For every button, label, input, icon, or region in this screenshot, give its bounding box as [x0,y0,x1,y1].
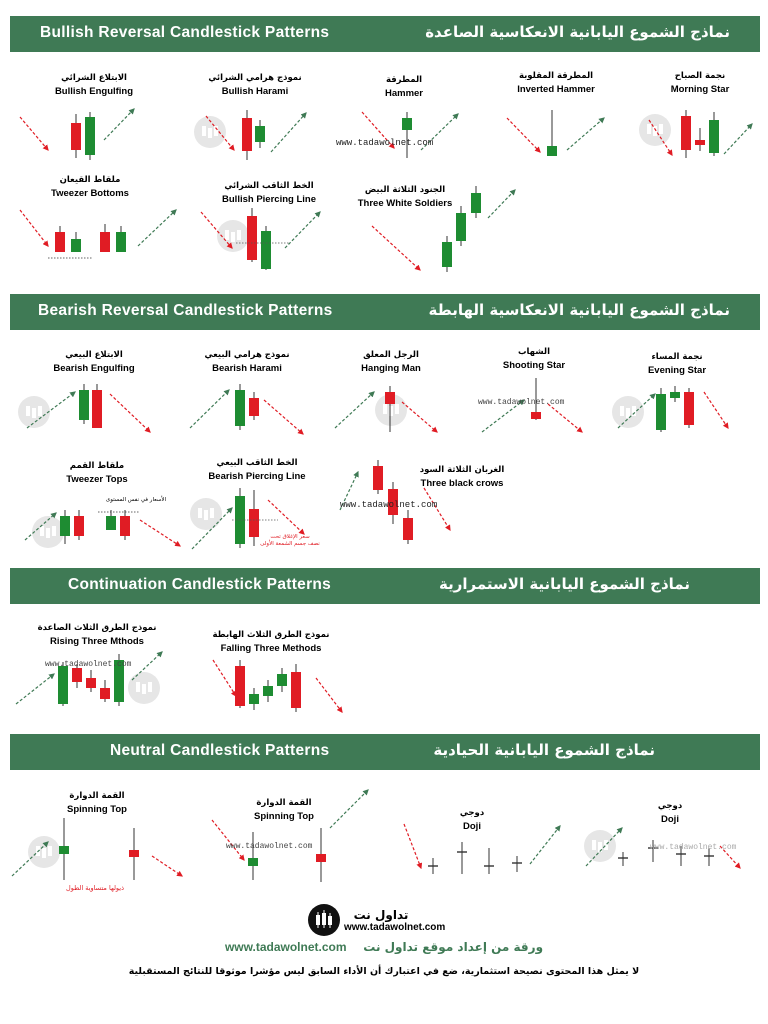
section-title-en: Bearish Reversal Candlestick Patterns [38,302,333,319]
bearish-candle [291,672,301,708]
pattern-name-en: Tweezer Bottoms [51,188,129,199]
watermark-candle [395,404,399,414]
bearish-candle [100,688,110,699]
bullish-candle [106,516,116,530]
pattern-name-en: Doji [463,821,481,832]
brand-url: www.tadawolnet.com [344,922,446,933]
downtrend-arrow [372,226,420,270]
watermark-candle [659,124,663,134]
watermark-candle [32,408,36,418]
pattern-name-en: Bearish Piercing Line [208,471,306,482]
spinning-top-candle [129,850,139,857]
bullish-candle [471,193,481,213]
uptrend-arrow [488,190,515,218]
watermark-candle [204,510,208,520]
downtrend-arrow [152,856,182,876]
spinning-top-candle [59,846,69,854]
pattern-name-ar: المطرقة [385,75,423,85]
pattern-name-ar: القمة الدوارة [256,798,312,808]
pattern-name-en: Morning Star [670,84,730,95]
downtrend-arrow [704,392,728,428]
shooting-star-candle [531,412,541,419]
watermark-candle [237,230,241,240]
pattern-name-en: Evening Star [647,365,707,376]
uptrend-arrow [271,113,306,152]
watermark-candle [198,508,202,518]
downtrend-arrow [268,500,304,534]
watermark-candle [231,232,235,242]
prepared-ar: ورقة من إعداد موقع تداول نت [363,940,544,954]
downtrend-arrow [316,678,342,712]
bearish-candle [120,516,130,536]
note-piercing-2: نصف جسم الشمعة الأولى [260,541,320,547]
bullish-candle [60,516,70,536]
prepared-url[interactable]: www.tadawolnet.com [224,940,347,954]
bearish-candle [71,123,81,150]
uptrend-arrow [16,674,54,704]
spinning-top-candle [316,854,326,862]
bearish-candle [100,232,110,252]
pattern-name-en: Three black crows [420,478,504,489]
bearish-candle [86,678,96,688]
watermark-url: www.tadawolnet.com [478,398,565,407]
watermark-candle [148,682,152,692]
watermark-candle [383,404,387,414]
downtrend-arrow [140,520,180,546]
pattern-name-ar: نجمة الصباح [674,71,726,81]
pattern-name-en: Doji [661,814,679,825]
watermark-url: www.tadawolnet.com [650,843,737,852]
prepared-by [0,940,768,954]
pattern-name-ar: الابتلاع الشرائي [61,73,127,83]
bearish-candle [249,398,259,416]
bullish-candle [656,394,666,430]
watermark-candle [46,528,50,538]
downtrend-arrow [212,820,244,860]
uptrend-arrow [724,124,752,154]
watermark-candle [208,128,212,138]
pattern-name-ar: نموذج هرامي البيعي [204,350,290,360]
pattern-name-ar: الخط الثاقب الشرائي [224,181,314,191]
watermark-candle [653,126,657,136]
downtrend-arrow [402,402,437,432]
bullish-candle [58,666,68,704]
watermark-candle [210,508,214,518]
downtrend-arrow [20,210,48,246]
hammer-candle [402,118,412,130]
section-title-en: Continuation Candlestick Patterns [68,576,332,593]
uptrend-arrow [335,392,374,428]
pattern-name-ar: القمة الدوارة [69,791,125,801]
downtrend-arrow [20,117,48,150]
downtrend-arrow [213,660,236,696]
pattern-name-en: Tweezer Tops [66,474,128,485]
hanging-man-candle [385,392,395,404]
inverted-hammer-candle [547,146,557,156]
note-tweezer-level: الأسعار في نفس المستوى [105,497,167,503]
uptrend-arrow [138,210,176,246]
pattern-name-ar: الرجل المعلق [363,350,419,360]
watermark-candle [626,408,630,418]
pattern-name-en: Shooting Star [502,360,566,371]
bullish-candle [116,232,126,252]
bullish-candle [71,239,81,252]
uptrend-arrow [567,118,604,150]
downtrend-arrow [110,394,150,432]
section-title-en: Bullish Reversal Candlestick Patterns [40,24,330,41]
pattern-name-ar: ملقاط القمم [69,461,125,471]
uptrend-arrow [104,109,134,140]
pattern-name-en: Three White Soldiers [357,198,453,209]
bearish-candle [249,509,259,537]
watermark-candle [592,840,596,850]
watermark-candle [52,526,56,536]
watermark-candle [38,406,42,416]
watermark-candle [40,526,44,536]
bullish-candle [263,686,273,696]
pattern-name-ar: ملقاط القيعان [59,175,121,185]
bullish-candle [85,117,95,155]
section-title-ar: نماذج الشموع اليابانية الانعكاسية الهابطة [428,301,730,319]
watermark-candle [42,848,46,858]
candles-logo-icon [308,904,340,936]
watermark-url: www.tadawolnet.com [45,660,132,669]
pattern-name-ar: الشهاب [517,347,551,357]
pattern-name-ar: دوجي [657,801,683,811]
section-title-en: Neutral Candlestick Patterns [110,742,330,759]
pattern-name-ar: نموذج الطرق الثلاث الهابطة [212,630,330,640]
pattern-name-ar: الابتلاع البيعي [65,350,123,360]
pattern-name-ar: نموذج الطرق الثلاث الصاعدة [37,623,157,633]
disclaimer: لا يمثل هذا المحتوى نصيحة استثمارية، ضع في اعتبارك أن الأداء السابق ليس مؤشرا موثوقا للنتائج المستقبلية [128,966,640,977]
bearish-candle [247,216,257,260]
watermark-candle [136,682,140,692]
bullish-candle [249,694,259,704]
uptrend-arrow [190,390,229,428]
pattern-name-ar: نموذج هرامي الشرائي [208,73,302,83]
pattern-name-ar: نجمة المساء [651,352,703,362]
pattern-name-en: Bullish Engulfing [54,86,134,97]
brand-name-ar: تداول نت [353,908,409,922]
watermark-url: www.tadawolnet.com [226,842,313,851]
downtrend-arrow [404,824,421,868]
bearish-candle [403,518,413,540]
bearish-candle [681,116,691,150]
pattern-name-ar: دوجي [459,808,485,818]
watermark-candle [26,406,30,416]
bearish-candle [235,666,245,706]
pattern-name-en: Bearish Engulfing [53,363,135,374]
bullish-candle [79,390,89,420]
spinning-top-candle [248,858,258,866]
section-title-ar: نماذج الشموع اليابانية الانعكاسية الصاعدة [425,23,730,41]
bullish-candle [235,390,245,426]
pattern-name-en: Rising Three Mthods [50,636,144,647]
pattern-name-en: Bullish Harami [221,86,289,97]
brand-logo [308,904,340,936]
pattern-name-en: Bearish Harami [212,363,282,374]
pattern-name-ar: المطرقة المقلوبة [518,71,594,81]
bullish-candle [261,231,271,269]
bearish-candle [684,392,694,425]
bullish-candle [442,242,452,267]
pattern-name-ar: الجنود الثلاثة البيض [364,185,446,195]
bullish-candle [670,392,680,398]
watermark-candle [225,230,229,240]
uptrend-arrow [530,826,560,864]
downtrend-arrow [507,118,540,152]
bearish-candle [74,516,84,536]
watermark-candle [647,124,651,134]
bullish-candle [456,213,466,241]
bearish-candle [373,466,383,490]
pattern-name-en: Bullish Piercing Line [222,194,316,205]
bearish-candle [242,118,252,151]
pattern-name-en: Hammer [384,88,424,99]
downtrend-arrow [548,404,582,432]
note-piercing-1: سعر الإغلاق تحت [270,534,310,540]
watermark-candle [202,126,206,136]
watermark-candle [604,840,608,850]
bearish-candle [695,140,705,145]
pattern-name-en: Hanging Man [361,363,421,374]
watermark-candle [48,846,52,856]
bearish-candle [92,390,102,428]
section-title-ar: نماذج الشموع اليابانية الاستمرارية [439,575,690,593]
pattern-name-en: Falling Three Methods [220,643,322,654]
pattern-name-en: Spinning Top [254,811,314,822]
downtrend-arrow [264,400,303,434]
bearish-candle [72,668,82,682]
watermark-candle [632,406,636,416]
note-spinning-top: ذيولها متساوية الطول [65,884,124,892]
uptrend-arrow [330,790,368,828]
watermark-url: www.tadawolnet.com [340,500,438,510]
pattern-name-en: Spinning Top [67,804,127,815]
watermark-candle [142,684,146,694]
bullish-candle [277,674,287,686]
watermark-candle [620,406,624,416]
bearish-candle [55,232,65,252]
section-title-ar: نماذج الشموع اليابانية الحيادية [433,741,655,759]
pattern-name-ar: الخط الثاقب البيعي [216,458,298,468]
watermark-url: www.tadawolnet.com [336,138,434,148]
pattern-name-ar: الغربان الثلاثة السود [419,465,505,475]
bullish-candle [255,126,265,142]
pattern-name-en: Inverted Hammer [517,84,595,95]
bullish-candle [709,120,719,153]
uptrend-arrow [285,212,320,248]
